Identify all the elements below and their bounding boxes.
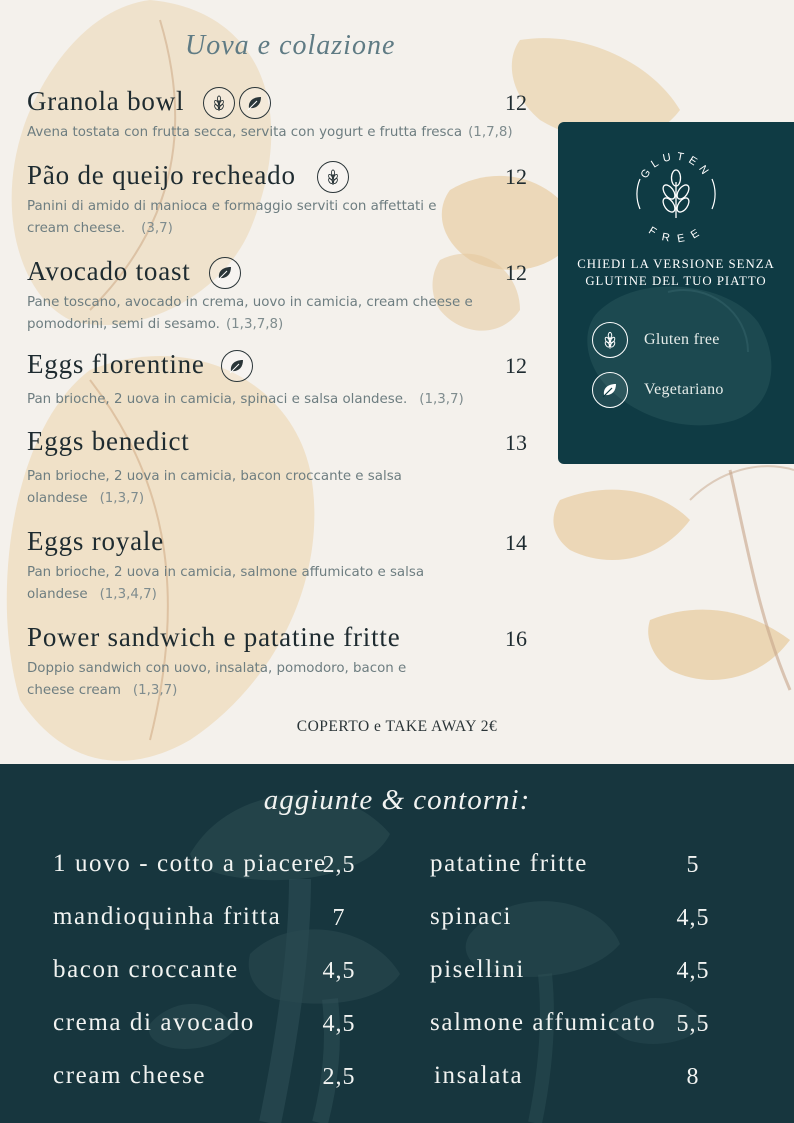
menu-item	[27, 160, 537, 240]
addon-item	[434, 1062, 734, 1096]
vegetarian-icon	[239, 87, 271, 119]
legend-gluten-free	[592, 322, 720, 358]
dish-description: Pan brioche, 2 uova in camicia, salmone affumicato e salsa olandese (1,3,4,7)	[27, 565, 425, 602]
allergens: (1,3,4,7)	[99, 587, 157, 602]
addons-section	[0, 764, 794, 1123]
vegetarian-icon	[209, 257, 241, 289]
dish-name: Eggs benedict	[27, 426, 190, 456]
addon-name: mandioquinha fritta	[53, 903, 282, 930]
addon-name: pisellini	[430, 956, 525, 983]
addon-price: 4,5	[676, 958, 710, 984]
addon-item	[430, 850, 730, 884]
addons-title: aggiunte & contorni:	[263, 784, 531, 816]
menu-item	[27, 256, 537, 336]
addon-item	[53, 850, 383, 884]
allergens: (1,3,7)	[132, 683, 178, 698]
menu-item	[27, 86, 537, 144]
addon-item	[430, 956, 730, 990]
menu-item	[27, 349, 537, 411]
addon-price: 2,5	[322, 852, 356, 878]
gluten-free-badge	[626, 134, 726, 252]
dish-description: Avena tostata con frutta secca, servita con yogurt e frutta fresca (1,7,8)	[27, 125, 513, 140]
legend-label: Gluten free	[644, 331, 720, 348]
addon-price: 7	[332, 905, 346, 931]
dish-price: 16	[505, 626, 527, 651]
addon-price: 2,5	[322, 1064, 356, 1090]
addon-price: 5,5	[676, 1011, 710, 1037]
dish-price: 12	[505, 353, 527, 378]
dish-name: Power sandwich e patatine fritte	[27, 622, 401, 652]
addon-name: crema di avocado	[53, 1009, 255, 1036]
dish-description: Panini di amido di manioca e formaggio serviti con affettati e cream cheese. (3,7)	[27, 199, 437, 236]
dish-name: Granola bowl	[27, 86, 185, 116]
vegetarian-icon	[221, 350, 253, 382]
cover-charge-note: COPERTO e TAKE AWAY 2€	[296, 718, 498, 735]
dish-description: Pan brioche, 2 uova in camicia, spinaci e salsa olandese. (1,3,7)	[27, 392, 464, 407]
dish-price: 13	[505, 430, 527, 455]
addon-name: spinaci	[430, 903, 513, 930]
dish-name: Avocado toast	[27, 256, 191, 286]
dish-price: 12	[505, 164, 527, 189]
addon-item	[53, 903, 383, 937]
dish-description: Pan brioche, 2 uova in camicia, bacon croccante e salsa olandese (1,3,7)	[27, 469, 402, 506]
dish-name: Eggs florentine	[27, 349, 205, 379]
section-title: Uova e colazione	[185, 30, 396, 61]
dish-description: Doppio sandwich con uovo, insalata, pomodoro, bacon e cheese cream (1,3,7)	[27, 661, 407, 698]
addon-price: 4,5	[676, 905, 710, 931]
dish-name: Eggs royale	[27, 526, 165, 556]
legend-vegetarian	[592, 372, 724, 408]
dish-price: 12	[505, 260, 527, 285]
dish-price: 12	[505, 90, 527, 115]
addon-name: salmone affumicato	[430, 1009, 657, 1036]
addon-price: 8	[686, 1064, 700, 1090]
gluten-free-panel	[558, 122, 794, 464]
addon-name: patatine fritte	[430, 850, 588, 877]
allergens: (3,7)	[141, 221, 173, 236]
dish-description: Pane toscano, avocado in crema, uovo in camicia, cream cheese e pomodorini, semi di sesamo. (1,3,7,8)	[27, 295, 473, 332]
addon-price: 4,5	[322, 958, 356, 984]
menu-item	[27, 426, 537, 510]
gluten-free-icon	[592, 322, 628, 358]
addon-item	[430, 903, 730, 937]
vegetarian-icon	[592, 372, 628, 408]
addon-name: 1 uovo - cotto a piacere	[53, 850, 327, 877]
dish-price: 14	[505, 530, 527, 555]
allergens: (1,3,7)	[419, 392, 464, 407]
addon-item	[430, 1009, 730, 1043]
svg-text:GLUTEN: GLUTEN	[638, 150, 714, 181]
svg-text:FREE: FREE	[646, 224, 706, 246]
gluten-free-icon	[203, 87, 235, 119]
gluten-free-message: CHIEDI LA VERSIONE SENZA GLUTINE DEL TUO PIATTO	[577, 257, 775, 288]
addon-item	[53, 1009, 383, 1043]
legend-label: Vegetariano	[644, 381, 724, 398]
addon-item	[53, 1062, 383, 1096]
addon-price: 5	[686, 852, 700, 878]
allergens: (1,3,7,8)	[225, 317, 284, 332]
menu-item	[27, 526, 537, 606]
allergens: (1,7,8)	[468, 125, 513, 140]
addon-name: cream cheese	[53, 1062, 207, 1089]
menu-item	[27, 622, 537, 702]
addon-price: 4,5	[322, 1011, 356, 1037]
dish-name: Pão de queijo recheado	[27, 160, 296, 190]
allergens: (1,3,7)	[99, 491, 145, 506]
addon-name: bacon croccante	[53, 956, 239, 983]
gluten-free-icon	[317, 161, 349, 193]
addon-name: insalata	[434, 1062, 524, 1089]
addon-item	[53, 956, 383, 990]
